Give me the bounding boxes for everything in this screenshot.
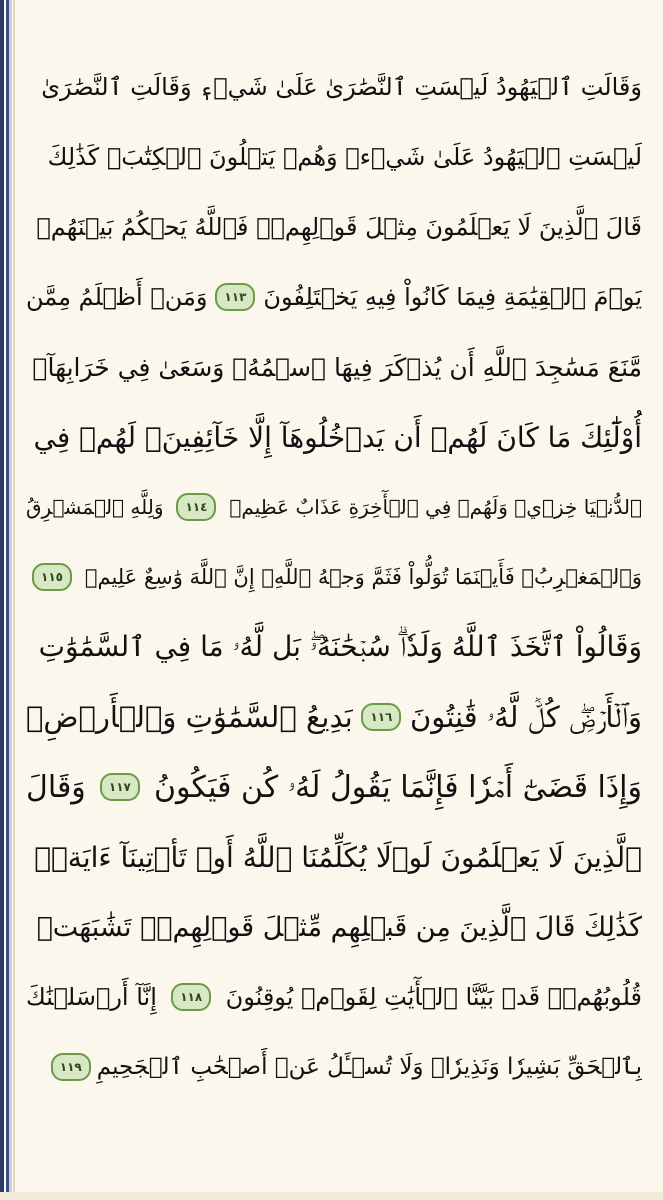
verse-line	[26, 52, 642, 122]
verse-text: وَقَالَ	[26, 769, 86, 805]
ayah-number-marker: ١١٤	[176, 493, 216, 521]
ayah-number-marker: ١١٨	[171, 983, 211, 1011]
verse-text: مَّنَعَ مَسَٰجِدَ ٱللَّهِ أَن يُذۡكَرَ فِيهَا ٱسۡمُهُۥ وَسَعَىٰ فِي خَرَابِهَآۚ	[32, 352, 642, 382]
verse-line	[26, 682, 642, 752]
verse-line	[26, 612, 642, 682]
verse-text: إِنَّآ أَرۡسَلۡنَٰكَ	[26, 983, 157, 1011]
verse-line	[26, 262, 642, 332]
verse-text: لَيۡسَتِ ٱلۡيَهُودُ عَلَىٰ شَيۡءٖ وَهُمۡ يَتۡلُونَ ٱلۡكِتَٰبَۗ كَذَٰلِكَ	[47, 143, 642, 171]
verse-line	[26, 542, 642, 612]
verse-text: أُوْلَٰٓئِكَ مَا كَانَ لَهُمۡ أَن يَدۡخُلُوهَآ إِلَّا خَآئِفِينَۚ لَهُمۡ فِي	[33, 420, 642, 454]
verse-line	[26, 822, 642, 892]
verse-text: وَقَالَتِ ٱلۡيَهُودُ لَيۡسَتِ ٱلنَّصَٰرَىٰ عَلَىٰ شَيۡءٖ وَقَالَتِ ٱلنَّصَٰرَىٰ	[41, 73, 642, 101]
page-edge-inner-rule	[13, 0, 15, 1200]
verse-text: وَٱلۡأَرۡضِۖ كُلّٞ لَّهُۥ قَٰنِتُونَ	[410, 699, 642, 734]
verse-text: قَالَ ٱلَّذِينَ لَا يَعۡلَمُونَ مِثۡلَ قَوۡلِهِمۡۚ فَٱللَّهُ يَحۡكُمُ بَيۡنَهُمۡ	[36, 213, 642, 241]
verse-line	[26, 122, 642, 192]
verse-text: وَإِذَا قَضَىٰٓ أَمۡرٗا فَإِنَّمَا يَقُولُ لَهُۥ كُن فَيَكُونُ	[154, 769, 642, 805]
verse-text: يَوۡمَ ٱلۡقِيَٰمَةِ فِيمَا كَانُواْ فِيهِ يَخۡتَلِفُونَ	[263, 283, 642, 311]
ayah-number-marker: ١١٩	[51, 1053, 91, 1081]
quran-page-text	[26, 52, 642, 1102]
verse-line	[26, 892, 642, 962]
page-bottom-edge	[0, 1192, 663, 1200]
verse-line	[26, 962, 642, 1032]
verse-line	[26, 1032, 642, 1102]
verse-text: وَٱلۡمَغۡرِبُۚ فَأَيۡنَمَا تُوَلُّواْ فَثَمَّ وَجۡهُ ٱللَّهِۚ إِنَّ ٱللَّهَ وَٰسِعٌ عَلِيمٞ	[84, 565, 642, 589]
verse-text: وَمَنۡ أَظۡلَمُ مِمَّن	[26, 283, 208, 311]
verse-text: وَلِلَّهِ ٱلۡمَشۡرِقُ	[26, 495, 164, 519]
ayah-number-marker: ١١٣	[215, 283, 255, 311]
verse-text: وَقَالُواْ ٱتَّخَذَ ٱللَّهُ وَلَدٗاۗ سُبۡحَٰنَهُۥۖ بَل لَّهُۥ مَا فِي ٱلسَّمَٰوَٰتِ	[38, 630, 642, 663]
verse-text: كَذَٰلِكَ قَالَ ٱلَّذِينَ مِن قَبۡلِهِم مِّثۡلَ قَوۡلِهِمۡۘ تَشَٰبَهَتۡ	[36, 911, 642, 943]
verse-text: ٱلدُّنۡيَا خِزۡيٞ وَلَهُمۡ فِي ٱلۡأٓخِرَةِ عَذَابٌ عَظِيمٞ	[229, 495, 642, 519]
verse-line	[26, 402, 642, 472]
verse-text: ٱلَّذِينَ لَا يَعۡلَمُونَ لَوۡلَا يُكَلِّمُنَا ٱللَّهُ أَوۡ تَأۡتِينَآ ءَايَةٞۗ	[34, 840, 642, 874]
ayah-number-marker: ١١٥	[32, 563, 72, 591]
verse-text: قُلُوبُهُمۡۗ قَدۡ بَيَّنَّا ٱلۡأٓيَٰتِ لِقَوۡمٖ يُوقِنُونَ	[225, 983, 642, 1011]
verse-line	[26, 332, 642, 402]
verse-line	[26, 192, 642, 262]
verse-text: بِٱلۡحَقِّ بَشِيرٗا وَنَذِيرٗاۖ وَلَا تُسۡـَٔلُ عَنۡ أَصۡحَٰبِ ٱلۡجَحِيمِ	[96, 1054, 642, 1080]
verse-line	[26, 472, 642, 542]
ayah-number-marker: ١١٧	[100, 773, 140, 801]
ayah-number-marker: ١١٦	[361, 703, 401, 731]
verse-line	[26, 752, 642, 822]
page-edge-border	[0, 0, 12, 1200]
verse-text: بَدِيعُ ٱلسَّمَٰوَٰتِ وَٱلۡأَرۡضِۖ	[26, 700, 353, 734]
